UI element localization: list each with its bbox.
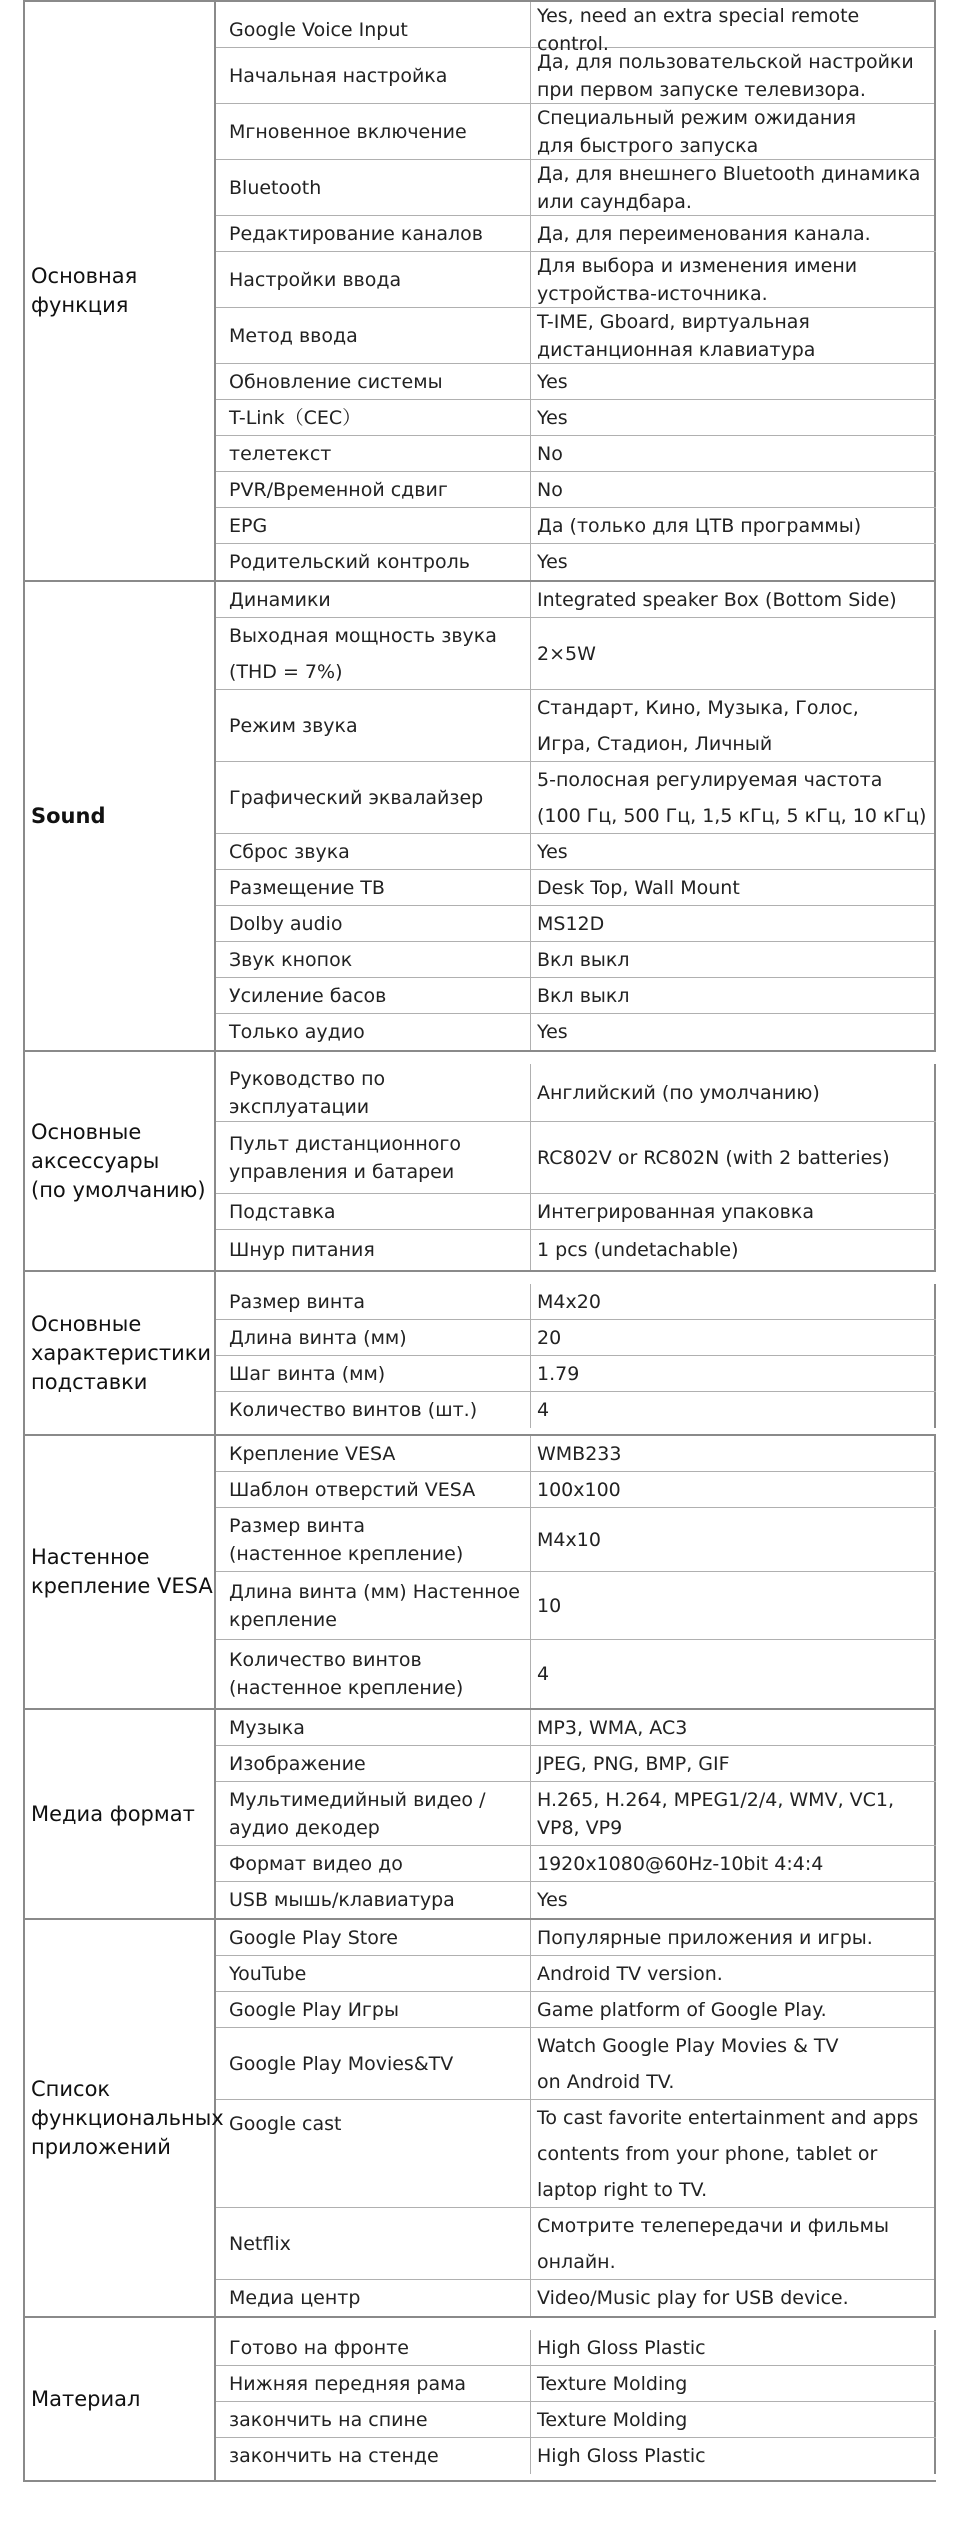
- spec-value: Для выбора и изменения имени устройства-источника.: [530, 252, 936, 308]
- spec-value: Desk Top, Wall Mount: [530, 870, 936, 906]
- spec-value: Integrated speaker Box (Bottom Side): [530, 582, 936, 618]
- spec-row: [216, 762, 936, 834]
- spec-feature: телетекст: [229, 442, 332, 465]
- spec-row: [216, 942, 936, 978]
- spec-value: H.265, H.264, MPEG1/2/4, WMV, VC1, VP8, VP9: [530, 1782, 936, 1845]
- spec-value: Texture Molding: [530, 2402, 936, 2437]
- spec-feature: EPG: [229, 514, 268, 537]
- spec-row: [216, 834, 936, 870]
- category-label: Основная функция: [23, 2, 216, 580]
- spec-value: Смотрите телепередачи и фильмы онлайн.: [530, 2208, 936, 2280]
- spec-value: Yes: [530, 544, 936, 580]
- spec-rows: [216, 1052, 936, 1270]
- spec-rows: [216, 2318, 936, 2480]
- spec-row: [216, 1920, 936, 1956]
- spec-feature: Количество винтов (настенное крепление): [229, 1649, 464, 1699]
- spec-row: [216, 508, 936, 544]
- spec-row: [216, 1284, 936, 1320]
- category-label: Материал: [23, 2318, 216, 2480]
- spec-value: Популярные приложения и игры.: [530, 1920, 936, 1956]
- spec-value: To cast favorite entertainment and apps contents from your phone, tablet or laptop right to TV.: [530, 2100, 936, 2208]
- spec-row: [216, 2208, 936, 2280]
- spec-value: High Gloss Plastic: [530, 2438, 936, 2474]
- spec-row: [216, 1572, 936, 1640]
- spec-feature: Руководство по эксплуатации: [229, 1067, 386, 1118]
- spec-value: Android TV version.: [530, 1956, 936, 1992]
- spec-row: [216, 1392, 936, 1428]
- spec-feature: Размер винта (настенное крепление): [229, 1514, 464, 1565]
- spec-row: [216, 472, 936, 508]
- spec-feature: Готово на фронте: [229, 2336, 409, 2359]
- spec-row: [216, 160, 936, 216]
- spec-row: [216, 2280, 936, 2316]
- category-label: Sound: [23, 582, 216, 1050]
- spec-rows: [216, 582, 936, 1050]
- spec-rows: [216, 1272, 936, 1434]
- spec-row: [216, 1846, 936, 1882]
- spec-value: Интегрированная упаковка: [530, 1194, 936, 1229]
- spec-feature: Родительский контроль: [229, 551, 470, 573]
- spec-row: [216, 870, 936, 906]
- spec-value: M4x10: [530, 1508, 936, 1571]
- spec-row: [216, 618, 936, 690]
- spec-value: Texture Molding: [530, 2366, 936, 2401]
- spec-row: [216, 216, 936, 252]
- spec-row: [216, 1882, 936, 1918]
- spec-feature: закончить на спине: [229, 2408, 428, 2431]
- spec-value: 4: [530, 1392, 936, 1428]
- spec-row: [216, 1992, 936, 2028]
- spec-value: Video/Music play for USB device.: [530, 2280, 936, 2316]
- spec-value: Game platform of Google Play.: [530, 1992, 936, 2028]
- spec-value: Watch Google Play Movies & TV on Android TV.: [530, 2028, 936, 2100]
- spec-value: T-IME, Gboard, виртуальная дистанционная клавиатура: [530, 308, 936, 364]
- spec-feature: Google Play Movies&TV: [229, 2053, 454, 2075]
- spec-value: Yes: [530, 1014, 936, 1050]
- spec-feature: Обновление системы: [229, 370, 443, 393]
- spec-row: [216, 2028, 936, 2100]
- spec-row: [216, 1746, 936, 1782]
- spec-table: [23, 0, 936, 2482]
- spec-row: [216, 308, 936, 364]
- spec-value: Да, для переименования канала.: [530, 216, 936, 251]
- spec-feature: Bluetooth: [229, 177, 322, 199]
- spec-row: [216, 252, 936, 308]
- spec-feature: Графический эквалайзер: [229, 787, 484, 809]
- spec-feature: Медиа центр: [229, 2287, 361, 2309]
- spec-feature: Шаблон отверстий VESA: [229, 1478, 476, 1501]
- spec-value: Да, для внешнего Bluetooth динамика или саундбара.: [530, 160, 936, 216]
- spec-row: [216, 2366, 936, 2402]
- spec-feature: Мгновенное включение: [229, 121, 467, 143]
- spec-value: 1920x1080@60Hz-10bit 4:4:4: [530, 1846, 936, 1881]
- spec-value: MS12D: [530, 906, 936, 942]
- spec-rows: [216, 2, 936, 580]
- spec-rows: [216, 1920, 936, 2316]
- spec-feature: Длина винта (мм) Настенное крепление: [229, 1580, 520, 1631]
- spec-feature: Netflix: [229, 2233, 291, 2255]
- spec-row: [216, 364, 936, 400]
- spec-value: 4: [530, 1640, 936, 1708]
- spec-feature: Редактирование каналов: [229, 222, 483, 245]
- spec-row: [216, 2330, 936, 2366]
- spec-value: Стандарт, Кино, Музыка, Голос, Игра, Стадион, Личный: [530, 690, 936, 762]
- spec-value: JPEG, PNG, BMP, GIF: [530, 1746, 936, 1781]
- spec-value: 1 pcs (undetachable): [530, 1230, 936, 1270]
- spec-value: RC802V or RC802N (with 2 batteries): [530, 1122, 936, 1193]
- spec-feature: Google Play Игры: [229, 1999, 399, 2021]
- spec-row: [216, 544, 936, 580]
- spec-feature: Размещение ТВ: [229, 877, 385, 899]
- spec-row: [216, 1320, 936, 1356]
- spec-row: [216, 2100, 936, 2208]
- spec-value: High Gloss Plastic: [530, 2330, 936, 2365]
- spec-row: [216, 1356, 936, 1392]
- spec-feature: Настройки ввода: [229, 269, 402, 291]
- spec-section: [23, 1920, 936, 2318]
- spec-value: No: [530, 436, 936, 471]
- spec-feature: Количество винтов (шт.): [229, 1399, 478, 1421]
- spec-feature: Крепление VESA: [229, 1442, 396, 1465]
- spec-row: [216, 582, 936, 618]
- spec-feature: Google Play Store: [229, 1927, 398, 1949]
- spec-value: 2×5W: [530, 618, 936, 690]
- spec-value: Да (только для ЦТВ программы): [530, 508, 936, 543]
- spec-feature: Длина винта (мм): [229, 1326, 407, 1349]
- spec-feature: Сброс звука: [229, 841, 350, 863]
- spec-row: [216, 1014, 936, 1050]
- spec-value: Английский (по умолчанию): [530, 1064, 936, 1121]
- spec-value: Да, для пользовательской настройки при первом запуске телевизора.: [530, 48, 936, 104]
- spec-value: Yes: [530, 364, 936, 399]
- spec-value: 100x100: [530, 1472, 936, 1507]
- spec-value: Yes, need an extra special remote control.: [530, 2, 936, 58]
- spec-row: [216, 1436, 936, 1472]
- spec-row: [216, 2438, 936, 2474]
- spec-value: 5-полосная регулируемая частота (100 Гц, 500 Гц, 1,5 кГц, 5 кГц, 10 кГц): [530, 762, 936, 834]
- spec-section: [23, 1710, 936, 1920]
- spec-section: [23, 582, 936, 1052]
- spec-section: [23, 1272, 936, 1436]
- spec-value: 10: [530, 1572, 936, 1639]
- spec-feature: Размер винта: [229, 1290, 366, 1313]
- spec-value: Yes: [530, 834, 936, 870]
- spec-feature: Мультимедийный видео / аудио декодер: [229, 1788, 486, 1839]
- spec-row: [216, 1640, 936, 1708]
- spec-row: [216, 1230, 936, 1270]
- spec-feature: Режим звука: [229, 715, 358, 737]
- spec-value: MP3, WMA, AC3: [530, 1710, 936, 1745]
- spec-feature: Формат видео до: [229, 1852, 403, 1875]
- spec-row: [216, 978, 936, 1014]
- spec-rows: [216, 1710, 936, 1918]
- spec-feature: Выходная мощность звука (THD = 7%): [229, 625, 497, 683]
- spec-section: [23, 0, 936, 582]
- spec-feature: Музыка: [229, 1716, 305, 1739]
- spec-feature: Метод ввода: [229, 325, 358, 347]
- spec-feature: Шаг винта (мм): [229, 1362, 386, 1385]
- spec-feature: Динамики: [229, 589, 331, 611]
- category-label: Настенное крепление VESA: [23, 1436, 216, 1708]
- spec-row: [216, 436, 936, 472]
- spec-feature: Шнур питания: [229, 1239, 375, 1261]
- spec-value: Вкл выкл: [530, 978, 936, 1014]
- spec-feature: USB мышь/клавиатура: [229, 1889, 455, 1911]
- spec-feature: Dolby audio: [229, 913, 343, 935]
- spec-section: [23, 1052, 936, 1272]
- spec-row: [216, 48, 936, 104]
- category-label: Основные характеристики подставки: [23, 1272, 216, 1434]
- spec-feature: Только аудио: [229, 1021, 365, 1043]
- spec-feature: Пульт дистанционного управления и батареи: [229, 1132, 462, 1183]
- spec-feature: Подставка: [229, 1200, 336, 1223]
- spec-feature: Google Voice Input: [229, 19, 408, 41]
- spec-row: [216, 1122, 936, 1194]
- spec-value: No: [530, 472, 936, 507]
- spec-row: [216, 400, 936, 436]
- spec-feature: PVR/Временной сдвиг: [229, 478, 448, 501]
- spec-row: [216, 1710, 936, 1746]
- spec-feature: Изображение: [229, 1752, 366, 1775]
- category-label: Основные аксессуары (по умолчанию): [23, 1052, 216, 1270]
- spec-section: [23, 2318, 936, 2482]
- spec-row: [216, 1194, 936, 1230]
- spec-feature: T-Link（CEC）: [229, 406, 362, 429]
- spec-value: 1.79: [530, 1356, 936, 1391]
- category-label: Медиа формат: [23, 1710, 216, 1918]
- spec-value: Yes: [530, 400, 936, 435]
- spec-feature: Начальная настройка: [229, 65, 448, 87]
- spec-feature: Нижняя передняя рама: [229, 2372, 467, 2395]
- spec-row: [216, 1956, 936, 1992]
- spec-feature: закончить на стенде: [229, 2445, 439, 2467]
- spec-value: Yes: [530, 1882, 936, 1918]
- spec-row: [216, 1472, 936, 1508]
- spec-row: [216, 2402, 936, 2438]
- category-label: Список функциональных приложений: [23, 1920, 216, 2316]
- spec-feature: Звук кнопок: [229, 949, 353, 971]
- spec-value: 20: [530, 1320, 936, 1355]
- spec-section: [23, 1436, 936, 1710]
- spec-rows: [216, 1436, 936, 1708]
- spec-value: Специальный режим ожидания для быстрого запуска: [530, 104, 936, 160]
- spec-row: [216, 1064, 936, 1122]
- spec-row: [216, 104, 936, 160]
- spec-feature: Google cast: [229, 2113, 342, 2135]
- spec-row: [216, 906, 936, 942]
- spec-row: [216, 1782, 936, 1846]
- spec-value: M4x20: [530, 1284, 936, 1319]
- spec-feature: YouTube: [229, 1963, 307, 1985]
- spec-value: Вкл выкл: [530, 942, 936, 978]
- spec-row: [216, 690, 936, 762]
- spec-feature: Усиление басов: [229, 985, 387, 1007]
- spec-row: [216, 2, 936, 55]
- spec-row: [216, 1508, 936, 1572]
- spec-value: WMB233: [530, 1436, 936, 1471]
